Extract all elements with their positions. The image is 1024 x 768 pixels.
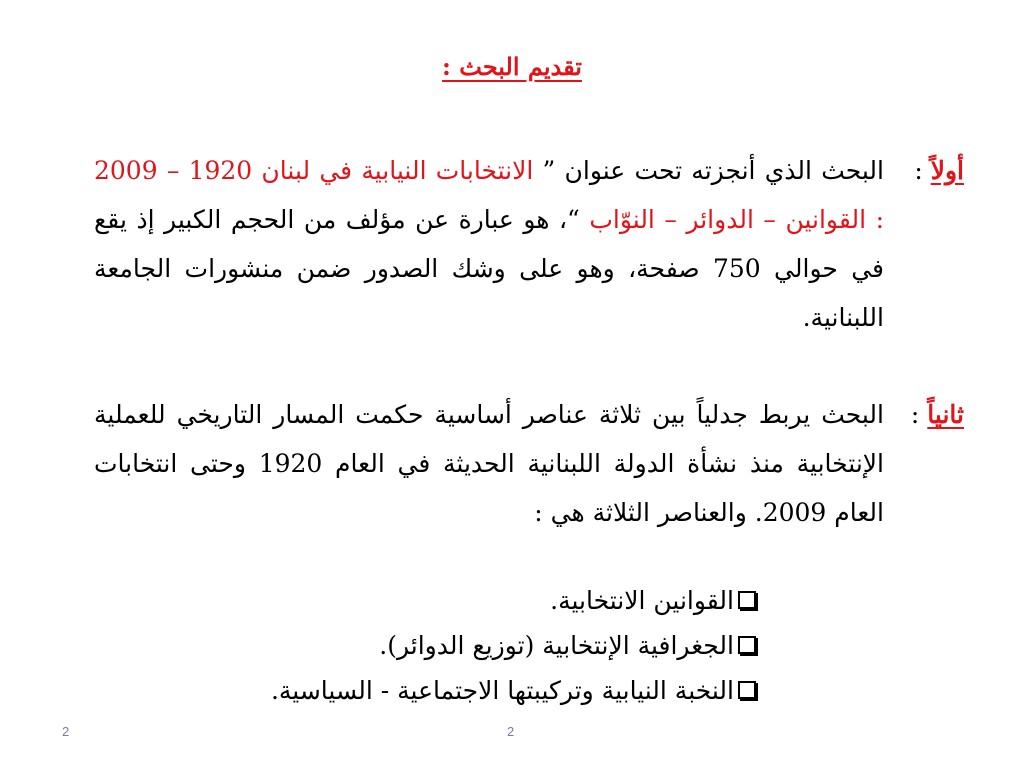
list-item (271, 623, 756, 668)
list-item (271, 578, 756, 623)
first-body (94, 146, 884, 342)
elements-list (271, 578, 756, 713)
first-text-rest: “، هو عبارة عن مؤلف من الحجم الكبير إذ يقع في حوالي 750 صفحة، وهو على وشك الصدور ضمن منشورات الجامعة اللبنانية. (94, 205, 884, 332)
first-separator: : (914, 156, 931, 185)
checkbox-bullet-icon (738, 591, 756, 609)
second-separator: : (910, 400, 928, 429)
first-label-wrap (884, 146, 964, 195)
list-item (271, 668, 756, 713)
paragraph-first (84, 146, 964, 342)
second-label: ثانياً (927, 400, 964, 429)
page-number-left: 2 (62, 724, 70, 739)
paragraph-second (84, 390, 964, 537)
checkbox-bullet-icon (738, 681, 756, 699)
first-label: أولاً (930, 156, 964, 185)
list-item-text: القوانين الانتخابية. (550, 586, 734, 615)
list-item-text: النخبة النيابية وتركيبتها الاجتماعية - السياسية. (270, 676, 734, 705)
slide-title: تقديم البحث : (442, 52, 582, 81)
second-label-wrap (884, 390, 964, 439)
first-text-intro: البحث الذي أنجزته تحت عنوان ” (533, 156, 884, 185)
checkbox-bullet-icon (738, 636, 756, 654)
second-body: البحث يربط جدلياً بين ثلاثة عناصر أساسية حكمت المسار التاريخي للعملية الإنتخابية منذ نشأة الدولة اللبنانية الحديثة في العام 1920 وحتى انتخابات العام 2009. والعناصر الثلاثة هي : (94, 400, 884, 527)
list-item-text: الجغرافية الإنتخابية (توزيع الدوائر). (379, 631, 734, 660)
research-title: الانتخابات النيابية في لبنان 1920 – 2009 : القوانين – الدوائر – النوّاب (94, 156, 884, 234)
page-number-center: 2 (507, 724, 515, 739)
